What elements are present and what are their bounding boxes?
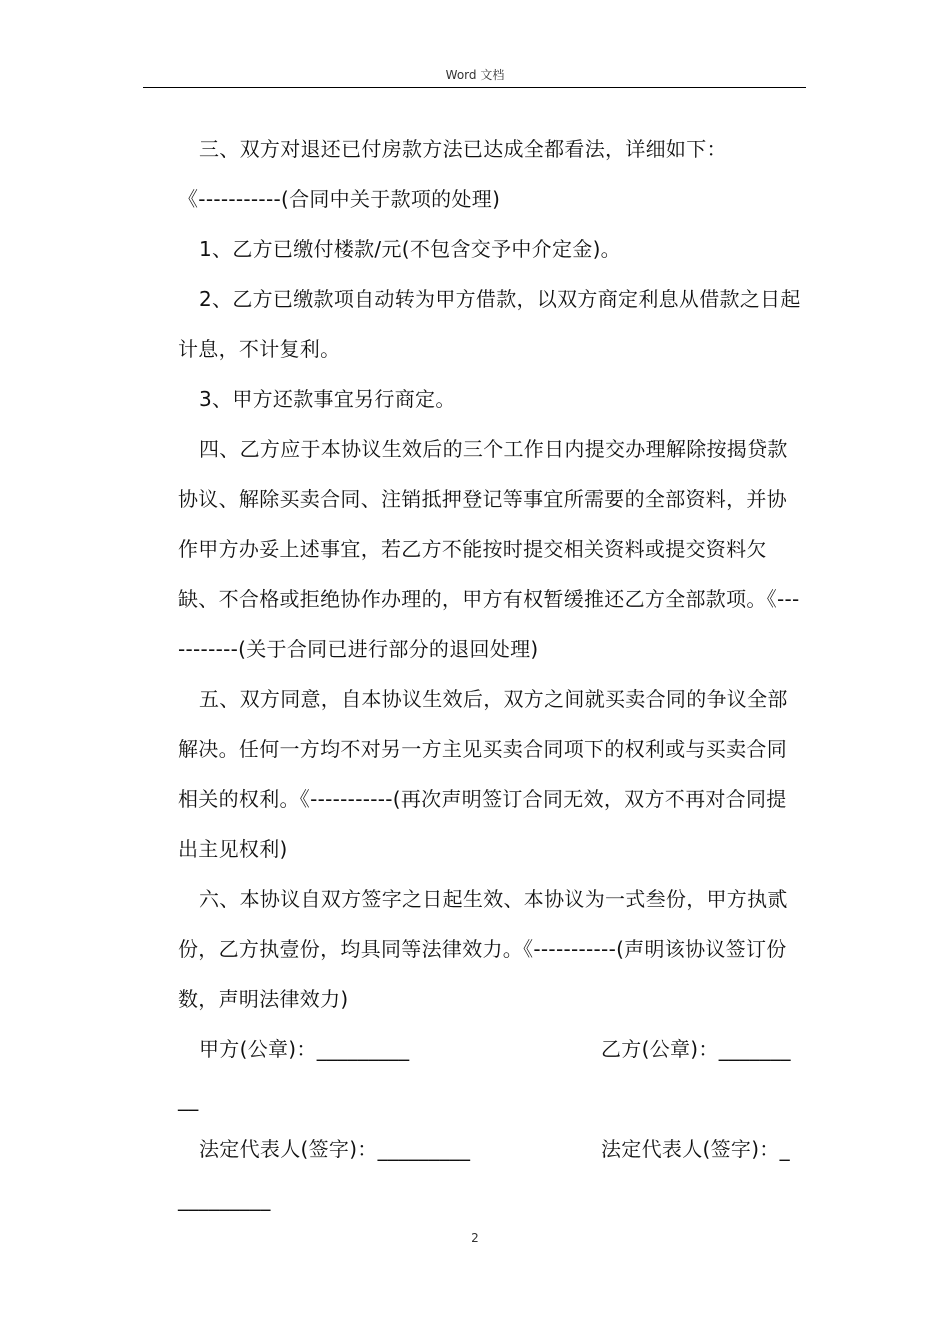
clause-4: 四、乙方应于本协议生效后的三个工作日内提交办理解除按揭贷款协议、解除买卖合同、注销抵押登记等事宜所需要的全部资料，并协作甲方办妥上述事宜，若乙方不能按时提交相关资料或提交资料欠缺、不合格或拒绝协作办理的，甲方有权暂缓推还乙方全部款项。《-----------(关于合同已进行部分的退回处理) bbox=[178, 437, 800, 661]
party-b-seal: 乙方(公章)：_______ bbox=[601, 1037, 791, 1061]
document-body bbox=[178, 124, 806, 1224]
clause-6: 六、本协议自双方签字之日起生效、本协议为一式叁份，甲方执贰份，乙方执壹份，均具同等法律效力。《-----------(声明该协议签订份数，声明法律效力) bbox=[178, 887, 788, 1011]
item-2: 2、乙方已缴款项自动转为甲方借款，以双方商定利息从借款之日起计息，不计复利。 bbox=[178, 287, 801, 361]
clause-5: 五、双方同意，自本协议生效后，双方之间就买卖合同的争议全部解决。任何一方均不对另一方主见买卖合同项下的权利或与买卖合同相关的权利。《-----------(再次声明签订合同无效，双方不再对合同提出主见权利) bbox=[178, 687, 788, 861]
page-number: 2 bbox=[471, 1231, 479, 1245]
party-a-representative: 法定代表人(签字)：_________ bbox=[199, 1137, 471, 1161]
note-payment-handling: 《-----------(合同中关于款项的处理) bbox=[178, 187, 501, 211]
party-a-seal: 甲方(公章)：_________ bbox=[199, 1037, 410, 1061]
party-b-representative-continued: _________ bbox=[178, 1187, 271, 1211]
item-3: 3、甲方还款事宜另行商定。 bbox=[199, 387, 456, 411]
party-b-seal-continued: __ bbox=[178, 1087, 199, 1111]
header-rule bbox=[143, 87, 806, 88]
page-header: Word 文档 bbox=[445, 68, 505, 82]
seal-row bbox=[178, 1024, 806, 1074]
party-b-representative: 法定代表人(签字)：_ bbox=[601, 1137, 790, 1161]
clause-3: 三、双方对退还已付房款方法已达成全都看法，详细如下： bbox=[199, 137, 727, 161]
representative-row bbox=[178, 1124, 806, 1174]
item-1: 1、乙方已缴付楼款/元(不包含交予中介定金)。 bbox=[199, 237, 621, 261]
